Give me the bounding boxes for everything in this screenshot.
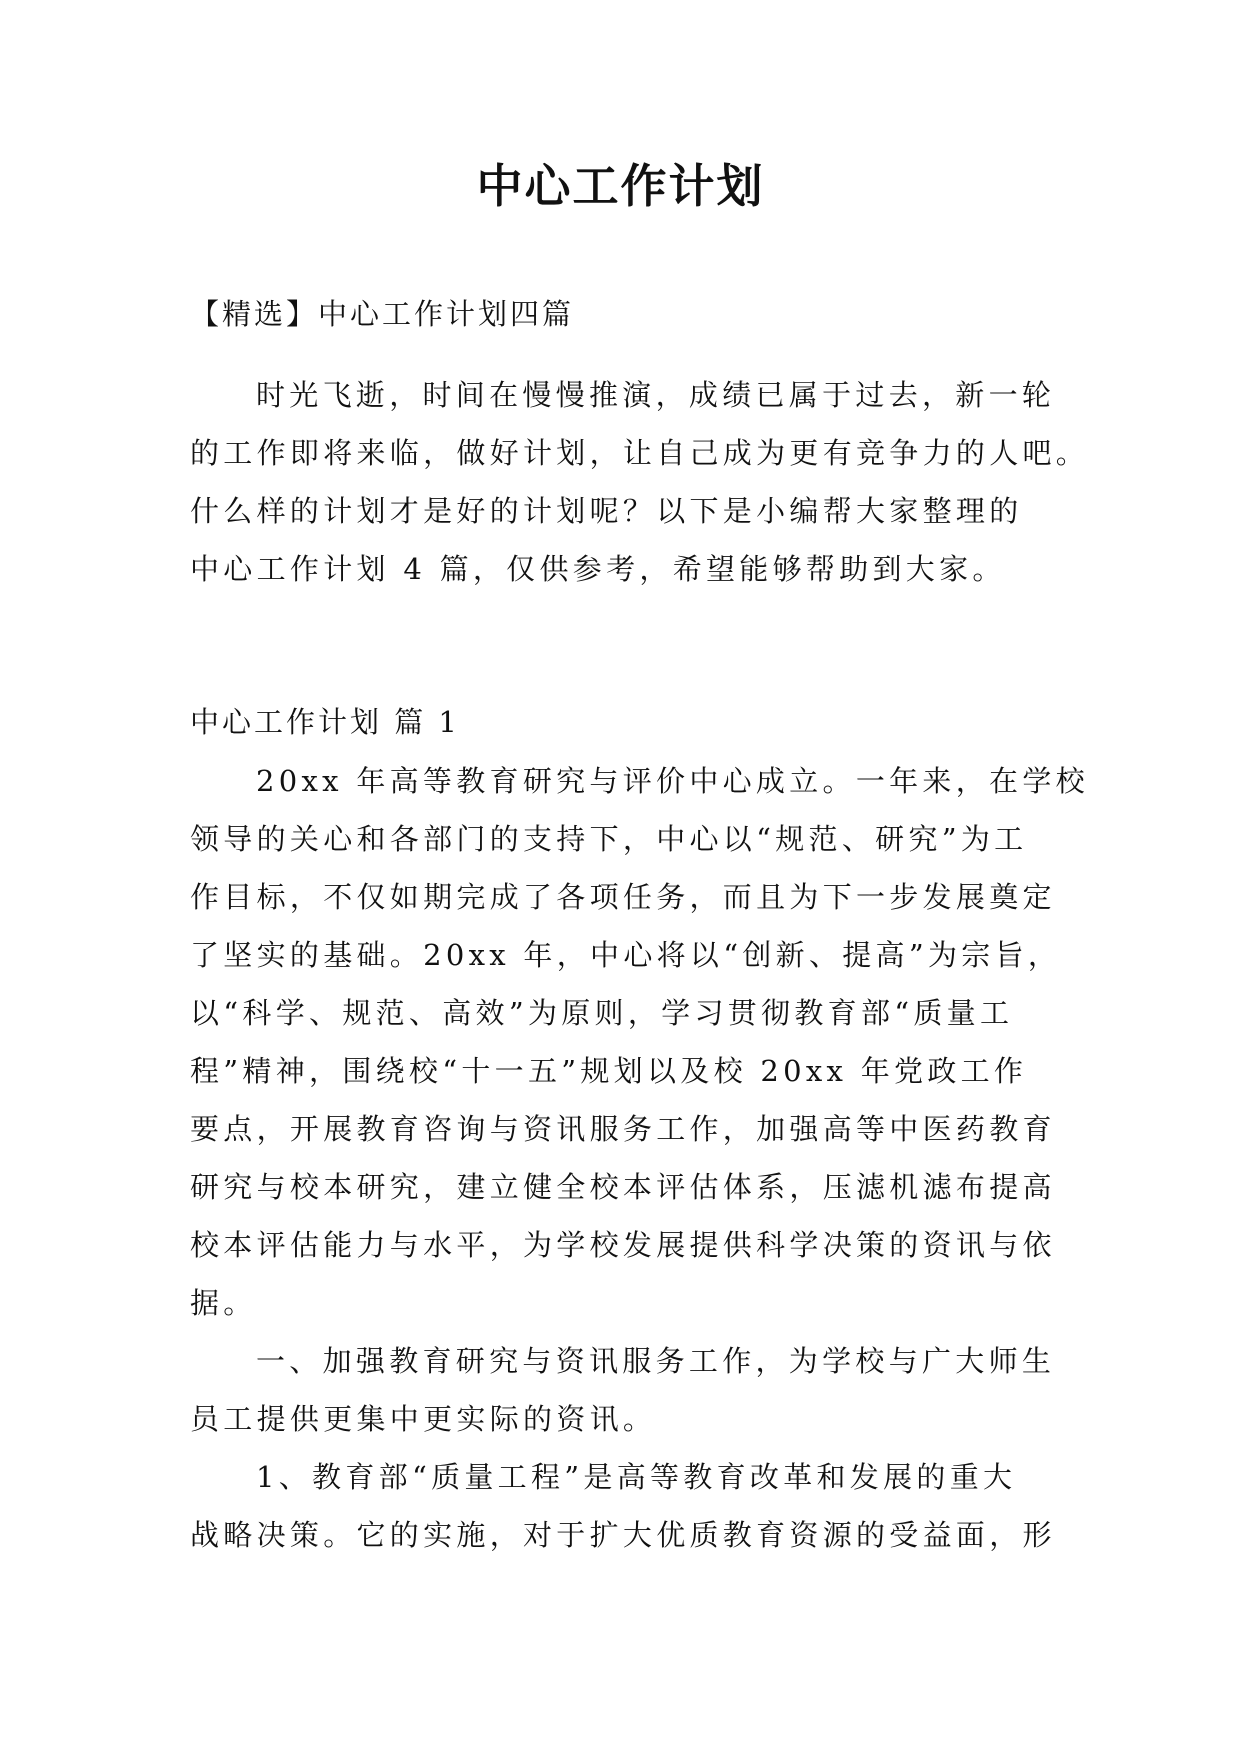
intro-line: 什么样的计划才是好的计划呢？以下是小编帮大家整理的 (190, 494, 1023, 528)
body-line: 了坚实的基础。20xx 年，中心将以“创新、提高”为宗旨， (190, 938, 1062, 972)
body-line: 战略决策。它的实施，对于扩大优质教育资源的受益面，形 (190, 1518, 1056, 1552)
body-line: 以“科学、规范、高效”为原则，学习贯彻教育部“质量工 (190, 996, 1014, 1030)
body-line: 校本评估能力与水平，为学校发展提供科学决策的资讯与依 (190, 1228, 1056, 1262)
body-line: 据。 (190, 1286, 257, 1320)
body-line: 程”精神，围绕校“十一五”规划以及校 20xx 年党政工作 (190, 1054, 1028, 1088)
intro-line: 时光飞逝，时间在慢慢推演，成绩已属于过去，新一轮 (256, 378, 1056, 412)
body-line: 20xx 年高等教育研究与评价中心成立。一年来，在学校 (256, 764, 1089, 798)
body-line: 员工提供更集中更实际的资讯。 (190, 1402, 657, 1436)
body-line: 研究与校本研究，建立健全校本评估体系，压滤机滤布提高 (190, 1170, 1056, 1204)
body-line: 领导的关心和各部门的支持下，中心以“规范、研究”为工 (190, 822, 1028, 856)
body-line: 1、教育部“质量工程”是高等教育改革和发展的重大 (256, 1460, 1017, 1494)
intro-line: 的工作即将来临，做好计划，让自己成为更有竞争力的人吧。 (190, 436, 1090, 470)
body-line: 要点，开展教育咨询与资讯服务工作，加强高等中医药教育 (190, 1112, 1056, 1146)
body-line: 一、加强教育研究与资讯服务工作，为学校与广大师生 (256, 1344, 1056, 1378)
intro-line: 中心工作计划 4 篇，仅供参考，希望能够帮助到大家。 (190, 552, 1006, 586)
document-subtitle: 【精选】中心工作计划四篇 (190, 297, 575, 331)
body-line: 作目标，不仅如期完成了各项任务，而且为下一步发展奠定 (190, 880, 1056, 914)
intro-paragraph (190, 366, 1090, 598)
section-body (190, 752, 1089, 1564)
document-title: 中心工作计划 (476, 159, 765, 213)
section-heading: 中心工作计划 篇 1 (190, 705, 460, 739)
